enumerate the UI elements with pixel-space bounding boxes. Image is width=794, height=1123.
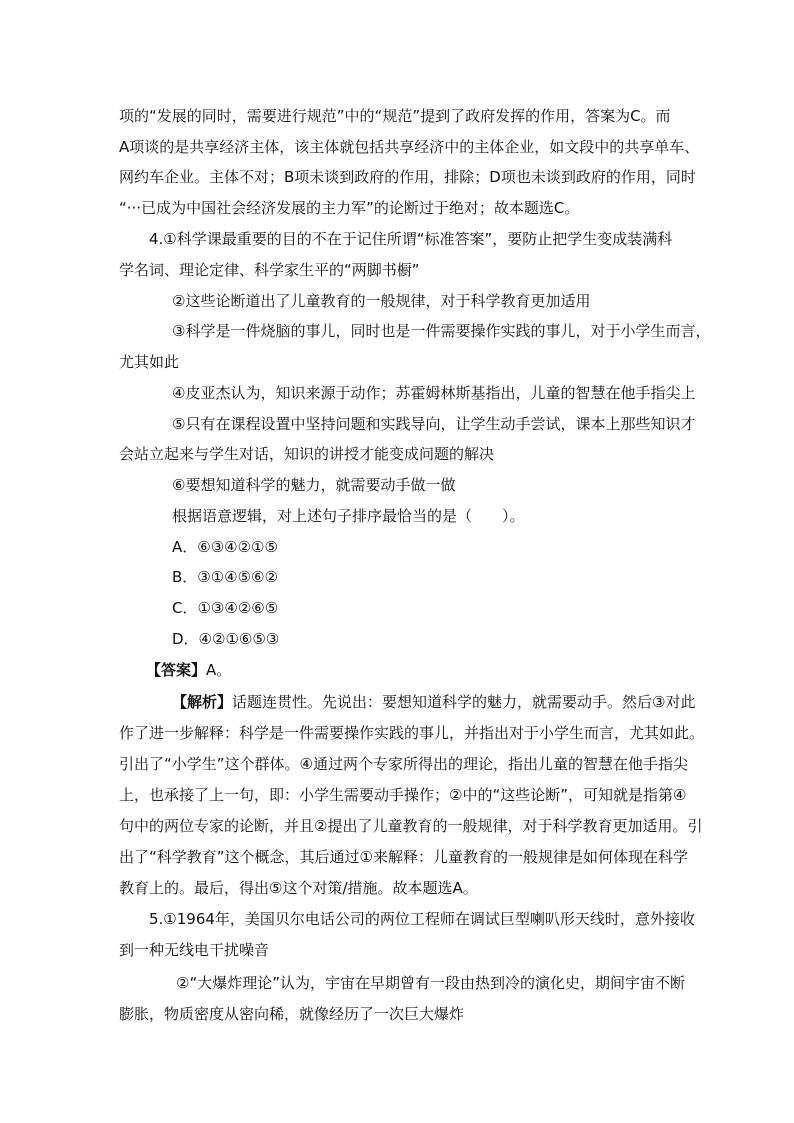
text-line: 尤其如此 bbox=[119, 353, 180, 371]
text-line: 上，也承接了上一句，即：小学生需要动手操作；②中的“这些论断”，可知就是指第④ bbox=[119, 786, 687, 804]
question-4-stem: 4.①科学课最重要的目的不在于记住所谓“标准答案”，要防止把学生变成装满科 bbox=[149, 230, 673, 248]
sentence-2: ②这些论断道出了儿童教育的一般规律，对于科学教育更加适用 bbox=[172, 292, 591, 310]
text-line: 教育上的。最后，得出⑤这个对策/措施。故本题选A。 bbox=[119, 879, 478, 897]
sentence-4: ④皮亚杰认为，知识来源于动作；苏霍姆林斯基指出，儿童的智慧在他手指尖上 bbox=[172, 384, 696, 402]
option-b: B．③①④⑤⑥② bbox=[172, 568, 278, 586]
text-line: 项的“发展的同时，需要进行规范”中的“规范”提到了政府发挥的作用，答案为C。而 bbox=[119, 107, 671, 125]
text-line: 作了进一步解释：科学是一件需要操作实践的事儿，并指出对于小学生而言，尤其如此。 bbox=[119, 724, 705, 742]
text-line: 学名词、理论定律、科学家生平的“两脚书橱” bbox=[119, 261, 420, 279]
text-line: “···已成为中国社会经济发展的主力军”的论断过于绝对；故本题选C。 bbox=[119, 199, 580, 217]
option-c: C．①③④②⑥⑤ bbox=[172, 599, 279, 617]
answer-value: A。 bbox=[206, 661, 232, 679]
answer-line bbox=[146, 660, 231, 680]
sentence-2: ②“大爆炸理论”认为，宇宙在早期曾有一段由热到冷的演化史，期间宇宙不断 bbox=[176, 974, 685, 992]
text-line: A项谈的是共享经济主体，该主体就包括共享经济中的主体企业，如文段中的共享单车、 bbox=[119, 138, 700, 156]
text-line: 引出了“小学生”这个群体。④通过两个专家所得出的理论，指出儿童的智慧在他手指尖 bbox=[119, 755, 688, 773]
text-line: 到一种无线电干扰噪音 bbox=[119, 941, 270, 959]
question-prompt: 根据语意逻辑，对上述句子排序最恰当的是（ ）。 bbox=[172, 507, 525, 525]
sentence-3: ③科学是一件烧脑的事儿，同时也是一件需要操作实践的事儿，对于小学生而言， bbox=[172, 322, 711, 340]
analysis-label: 【解析】 bbox=[172, 693, 233, 711]
text-line: 句中的两位专家的论断，并且②提出了儿童教育的一般规律，对于科学教育更加适用。引 bbox=[119, 817, 703, 835]
analysis-line bbox=[172, 692, 695, 712]
option-d: D．④②①⑥⑤③ bbox=[172, 630, 280, 648]
text-line: 膨胀，物质密度从密向稀，就像经历了一次巨大爆炸 bbox=[119, 1005, 465, 1023]
text-line: 网约车企业。主体不对；B项未谈到政府的作用，排除；D项也未谈到政府的作用，同时 bbox=[119, 168, 696, 186]
sentence-6: ⑥要想知道科学的魅力，就需要动手做一做 bbox=[172, 476, 456, 494]
text-line: 出了“科学教育”这个概念，其后通过①来解释：儿童教育的一般规律是如何体现在科学 bbox=[119, 848, 688, 866]
sentence-5: ⑤只有在课程设置中坚持问题和实践导向，让学生动手尝试，课本上那些知识才 bbox=[172, 415, 696, 433]
question-5-stem: 5.①1964年，美国贝尔电话公司的两位工程师在调试巨型喇叭形天线时，意外接收 bbox=[149, 910, 695, 928]
answer-label: 【答案】 bbox=[146, 661, 207, 679]
analysis-text: 话题连贯性。先说出：要想知道科学的魅力，就需要动手。然后③对此 bbox=[232, 693, 696, 711]
text-line: 会站立起来与学生对话，知识的讲授才能变成问题的解决 bbox=[119, 445, 495, 463]
option-a: A．⑥③④②①⑤ bbox=[172, 538, 278, 556]
